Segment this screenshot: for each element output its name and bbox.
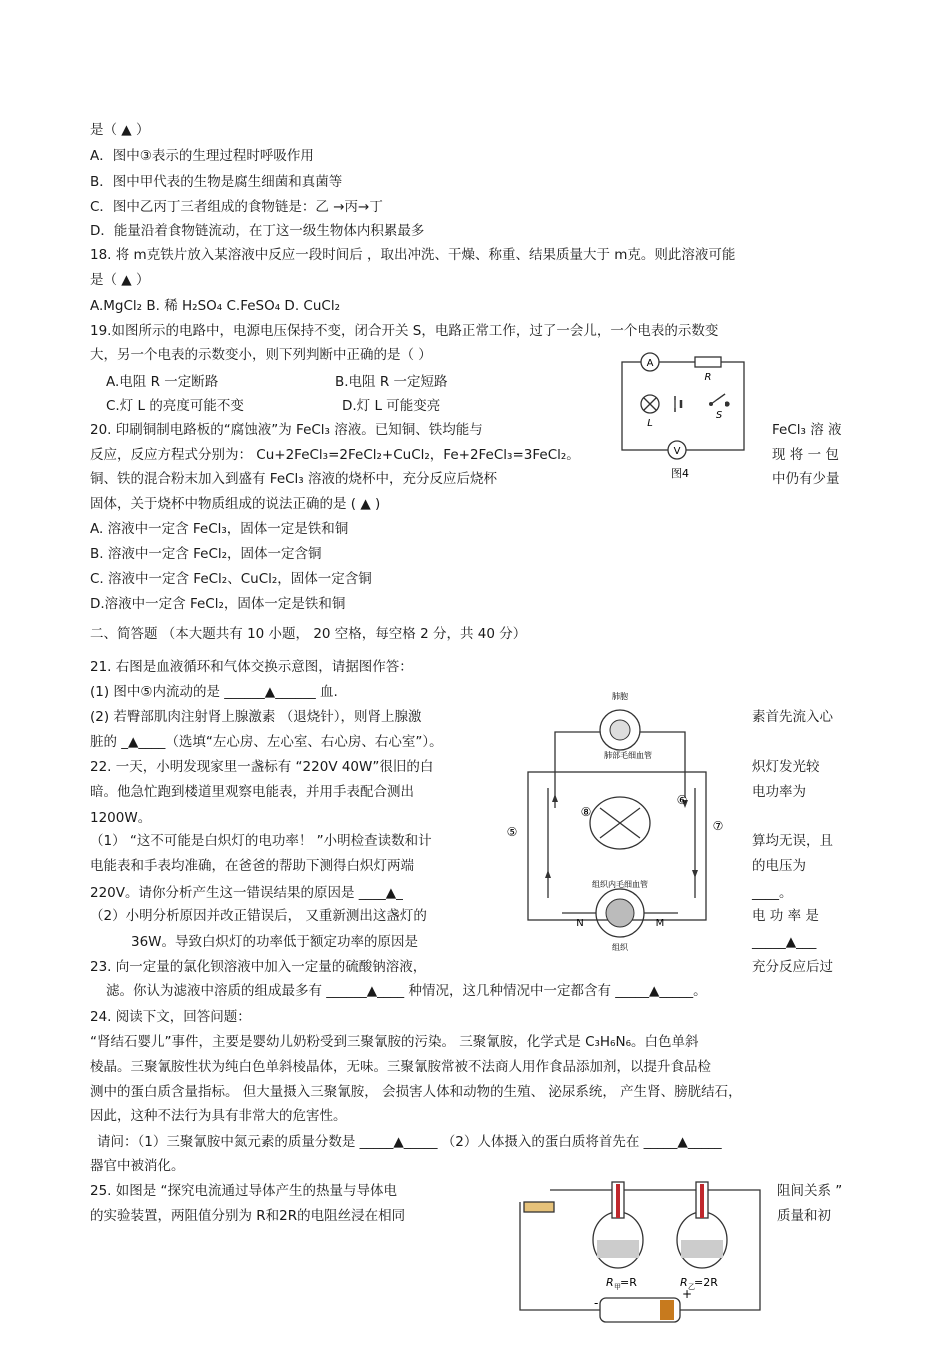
switch-label: S: [715, 410, 723, 421]
q20-stem-4: 固体，关于烧杯中物质组成的说法正确的是 ( ▲ ): [90, 496, 381, 512]
q20-stem-2-right: 现 将 一 包: [772, 447, 839, 463]
lung-capillary-label: 肺部毛细血管: [604, 751, 652, 760]
heat-experiment-figure: [510, 1180, 772, 1338]
q19-option-b: B.电阻 R 一定短路: [335, 374, 448, 390]
label-n: N: [576, 918, 584, 929]
q22-part-2-right: 电 功 率 是: [752, 908, 819, 924]
q21-part-2-right: 素首先流入心: [752, 709, 833, 725]
q22-part-1-b-right: 的电压为: [752, 858, 806, 874]
q23-stem-right: 充分反应后过: [752, 959, 833, 975]
q18-stem: 18. 将 m克铁片放入某溶液中反应一段时间后 ，取出冲洗、干燥、称重、结果质量大于 m克。则此溶液可能: [90, 247, 736, 263]
q22-part-2: （2）小明分析原因并改正错误后， 又重新测出这盏灯的: [90, 908, 427, 924]
q24-passage-3: 测中的蛋白质含量指标。 但大量摄入三聚氰胺， 会损害人体和动物的生殖、 泌尿系统， 产生肾、膀胱结石，: [90, 1084, 742, 1100]
q17-option-a: A．图中③表示的生理过程时呼吸作用: [90, 148, 314, 164]
q19-option-a: A.电阻 R 一定断路: [106, 374, 219, 390]
q19-stem: 19.如图所示的电路中，电源电压保持不变，闭合开关 S，电路正常工作，过了一会儿，一个电表的示数变: [90, 323, 719, 339]
q22-stem-2-right: 电功率为: [752, 784, 806, 800]
q18-stem-end: 是（ ▲ ）: [90, 272, 150, 288]
resistor-label: R: [704, 372, 712, 383]
lamp-label: L: [647, 418, 653, 429]
ammeter-label: A: [646, 358, 654, 369]
q24-stem: 24. 阅读下文，回答问题：: [90, 1009, 251, 1025]
q17-stem-end: 是（ ▲ ）: [90, 122, 150, 138]
q22-stem-1-right: 炽灯发光较: [752, 759, 820, 775]
q19-option-c: C.灯 L 的亮度可能不变: [106, 398, 244, 414]
q23-stem: 23. 向一定量的氯化钡溶液中加入一定量的硫酸钠溶液，: [90, 959, 427, 975]
q25-stem-2-right: 质量和初: [777, 1208, 831, 1224]
r-right-label: R: [680, 1276, 688, 1289]
q22-part-2-b: 36W。导致白炽灯的功率低于额定功率的原因是: [131, 934, 419, 950]
q24-passage-1: “肾结石婴儿”事件，主要是婴幼儿奶粉受到三聚氰胺的污染。 三聚氰胺，化学式是 C₃H₆N₆。白色单斜: [90, 1034, 699, 1050]
q22-part-2-b-right: _____▲___: [752, 934, 817, 950]
q25-stem-1-right: 阻间关系 ”: [777, 1183, 843, 1199]
q24-questions: 请问：（1）三聚氰胺中氮元素的质量分数是 _____▲_____ （2）人体摄入的蛋白质将首先在 _____▲_____: [97, 1134, 722, 1150]
q25-stem-2: 的实验装置，两阻值分别为 R和2R的电阻丝浸在相同: [90, 1208, 406, 1224]
voltmeter-label: V: [673, 446, 681, 457]
q21-stem: 21. 右图是血液循环和气体交换示意图，请据图作答：: [90, 659, 413, 675]
q20-option-d: D.溶液中一定含 FeCl₂，固体一定是铁和铜: [90, 596, 346, 612]
q20-stem-2: 反应，反应方程式分别为： Cu+2FeCl₃=2FeCl₂+CuCl₂，Fe+2FeCl₃=3FeCl₂。: [90, 447, 580, 463]
minus-sign: -: [594, 1296, 599, 1310]
figure-caption: 图4: [671, 467, 689, 480]
q22-part-1-b: 电能表和手表均准确，在爸爸的帮助下测得白炽灯两端: [90, 858, 414, 874]
q23-stem-end: 滤。你认为滤液中溶质的组成最多有 ______▲____ 种情况，这几种情况中一定都含有 _____▲_____。: [106, 983, 707, 999]
q21-part-1: (1) 图中⑤内流动的是 ______▲______ 血.: [90, 684, 338, 700]
q17-option-d: D．能量沿着食物链流动，在丁这一级生物体内积累最多: [90, 223, 425, 239]
q17-option-b: B．图中甲代表的生物是腐生细菌和真菌等: [90, 174, 343, 190]
plus-sign: +: [682, 1287, 693, 1301]
q19-option-d: D.灯 L 可能变亮: [342, 398, 441, 414]
q20-stem-3-right: 中仍有少量: [772, 471, 840, 487]
q19-stem-end: 大，另一个电表的示数变小，则下列判断中正确的是（ ）: [90, 347, 432, 363]
q25-stem-1: 25. 如图是 “探究电流通过导体产生的热量与导体电: [90, 1183, 398, 1199]
label-5: ⑤: [506, 825, 518, 839]
q21-part-2-end: 脏的 _▲____（选填“左心房、左心室、右心房、右心室”）。: [90, 734, 443, 750]
q22-part-1-c: 220V。请你分析产生这一错误结果的原因是 ____▲_: [90, 885, 403, 901]
q20-stem-1-right: FeCl₃ 溶 液: [772, 422, 842, 438]
r-left-label: R: [606, 1276, 614, 1289]
rheostat-icon: [524, 1202, 554, 1212]
q18-options: A.MgCl₂ B. 稀 H₂SO₄ C.FeSO₄ D. CuCl₂: [90, 298, 340, 314]
lung-label: 肺胞: [612, 692, 628, 701]
r-left-value: =R: [620, 1276, 637, 1289]
label-8: ⑧: [580, 805, 592, 819]
q20-option-c: C. 溶液中一定含 FeCl₂、CuCl₂，固体一定含铜: [90, 571, 372, 587]
q22-stem-2: 暗。他急忙跑到楼道里观察电能表，并用手表配合测出: [90, 784, 414, 800]
r-left-sub: 甲: [614, 1283, 621, 1291]
q24-passage-2: 棱晶。三聚氰胺性状为纯白色单斜棱晶体，无味。三聚氰胺常被不法商人用作食品添加剂，以提升食品检: [90, 1059, 711, 1075]
resistor-icon: [695, 357, 721, 367]
r-right-sub: 乙: [688, 1283, 695, 1291]
circuit-wire: [520, 1190, 760, 1310]
label-m: M: [655, 918, 665, 929]
q22-part-1: （1） “这不可能是白炽灯的电功率！ ”小明检查读数和计: [90, 833, 432, 849]
q21-part-2: (2) 若臀部肌肉注射肾上腺激素 （退烧针），则肾上腺激: [90, 709, 422, 725]
tissue-capillary-label: 组织内毛细血管: [592, 880, 648, 889]
q20-option-a: A. 溶液中一定含 FeCl₃，固体一定是铁和铜: [90, 521, 349, 537]
q22-part-1-right: 算均无误，且: [752, 833, 833, 849]
q20-stem-3: 铜、铁的混合粉末加入到盛有 FeCl₃ 溶液的烧杯中，充分反应后烧杯: [90, 471, 498, 487]
q24-questions-end: 器官中被消化。: [90, 1158, 185, 1174]
tissue-label: 组织: [612, 943, 628, 952]
q20-option-b: B. 溶液中一定含 FeCl₂，固体一定含铜: [90, 546, 322, 562]
q20-stem-1: 20. 印刷铜制电路板的“腐蚀液”为 FeCl₃ 溶液。已知铜、铁均能与: [90, 422, 483, 438]
q22-stem-3: 1200W。: [90, 810, 152, 826]
q22-stem-1: 22. 一天，小明发现家里一盏标有 “220V 40W”很旧的白: [90, 759, 434, 775]
q24-passage-4: 因此，这种不法行为具有非常大的危害性。: [90, 1108, 347, 1124]
q17-option-c: C．图中乙丙丁三者组成的食物链是：乙 →丙→丁: [90, 199, 383, 215]
label-6: ⑥: [676, 793, 688, 807]
q22-part-1-c-right: ____。: [752, 885, 793, 901]
section-2-heading: 二、简答题 （本大题共有 10 小题， 20 空格，每空格 2 分，共 40 分）: [90, 626, 527, 642]
r-right-value: =2R: [694, 1276, 718, 1289]
circuit-figure: [615, 350, 755, 485]
blood-circulation-figure: [500, 688, 730, 953]
label-7: ⑦: [712, 819, 724, 833]
